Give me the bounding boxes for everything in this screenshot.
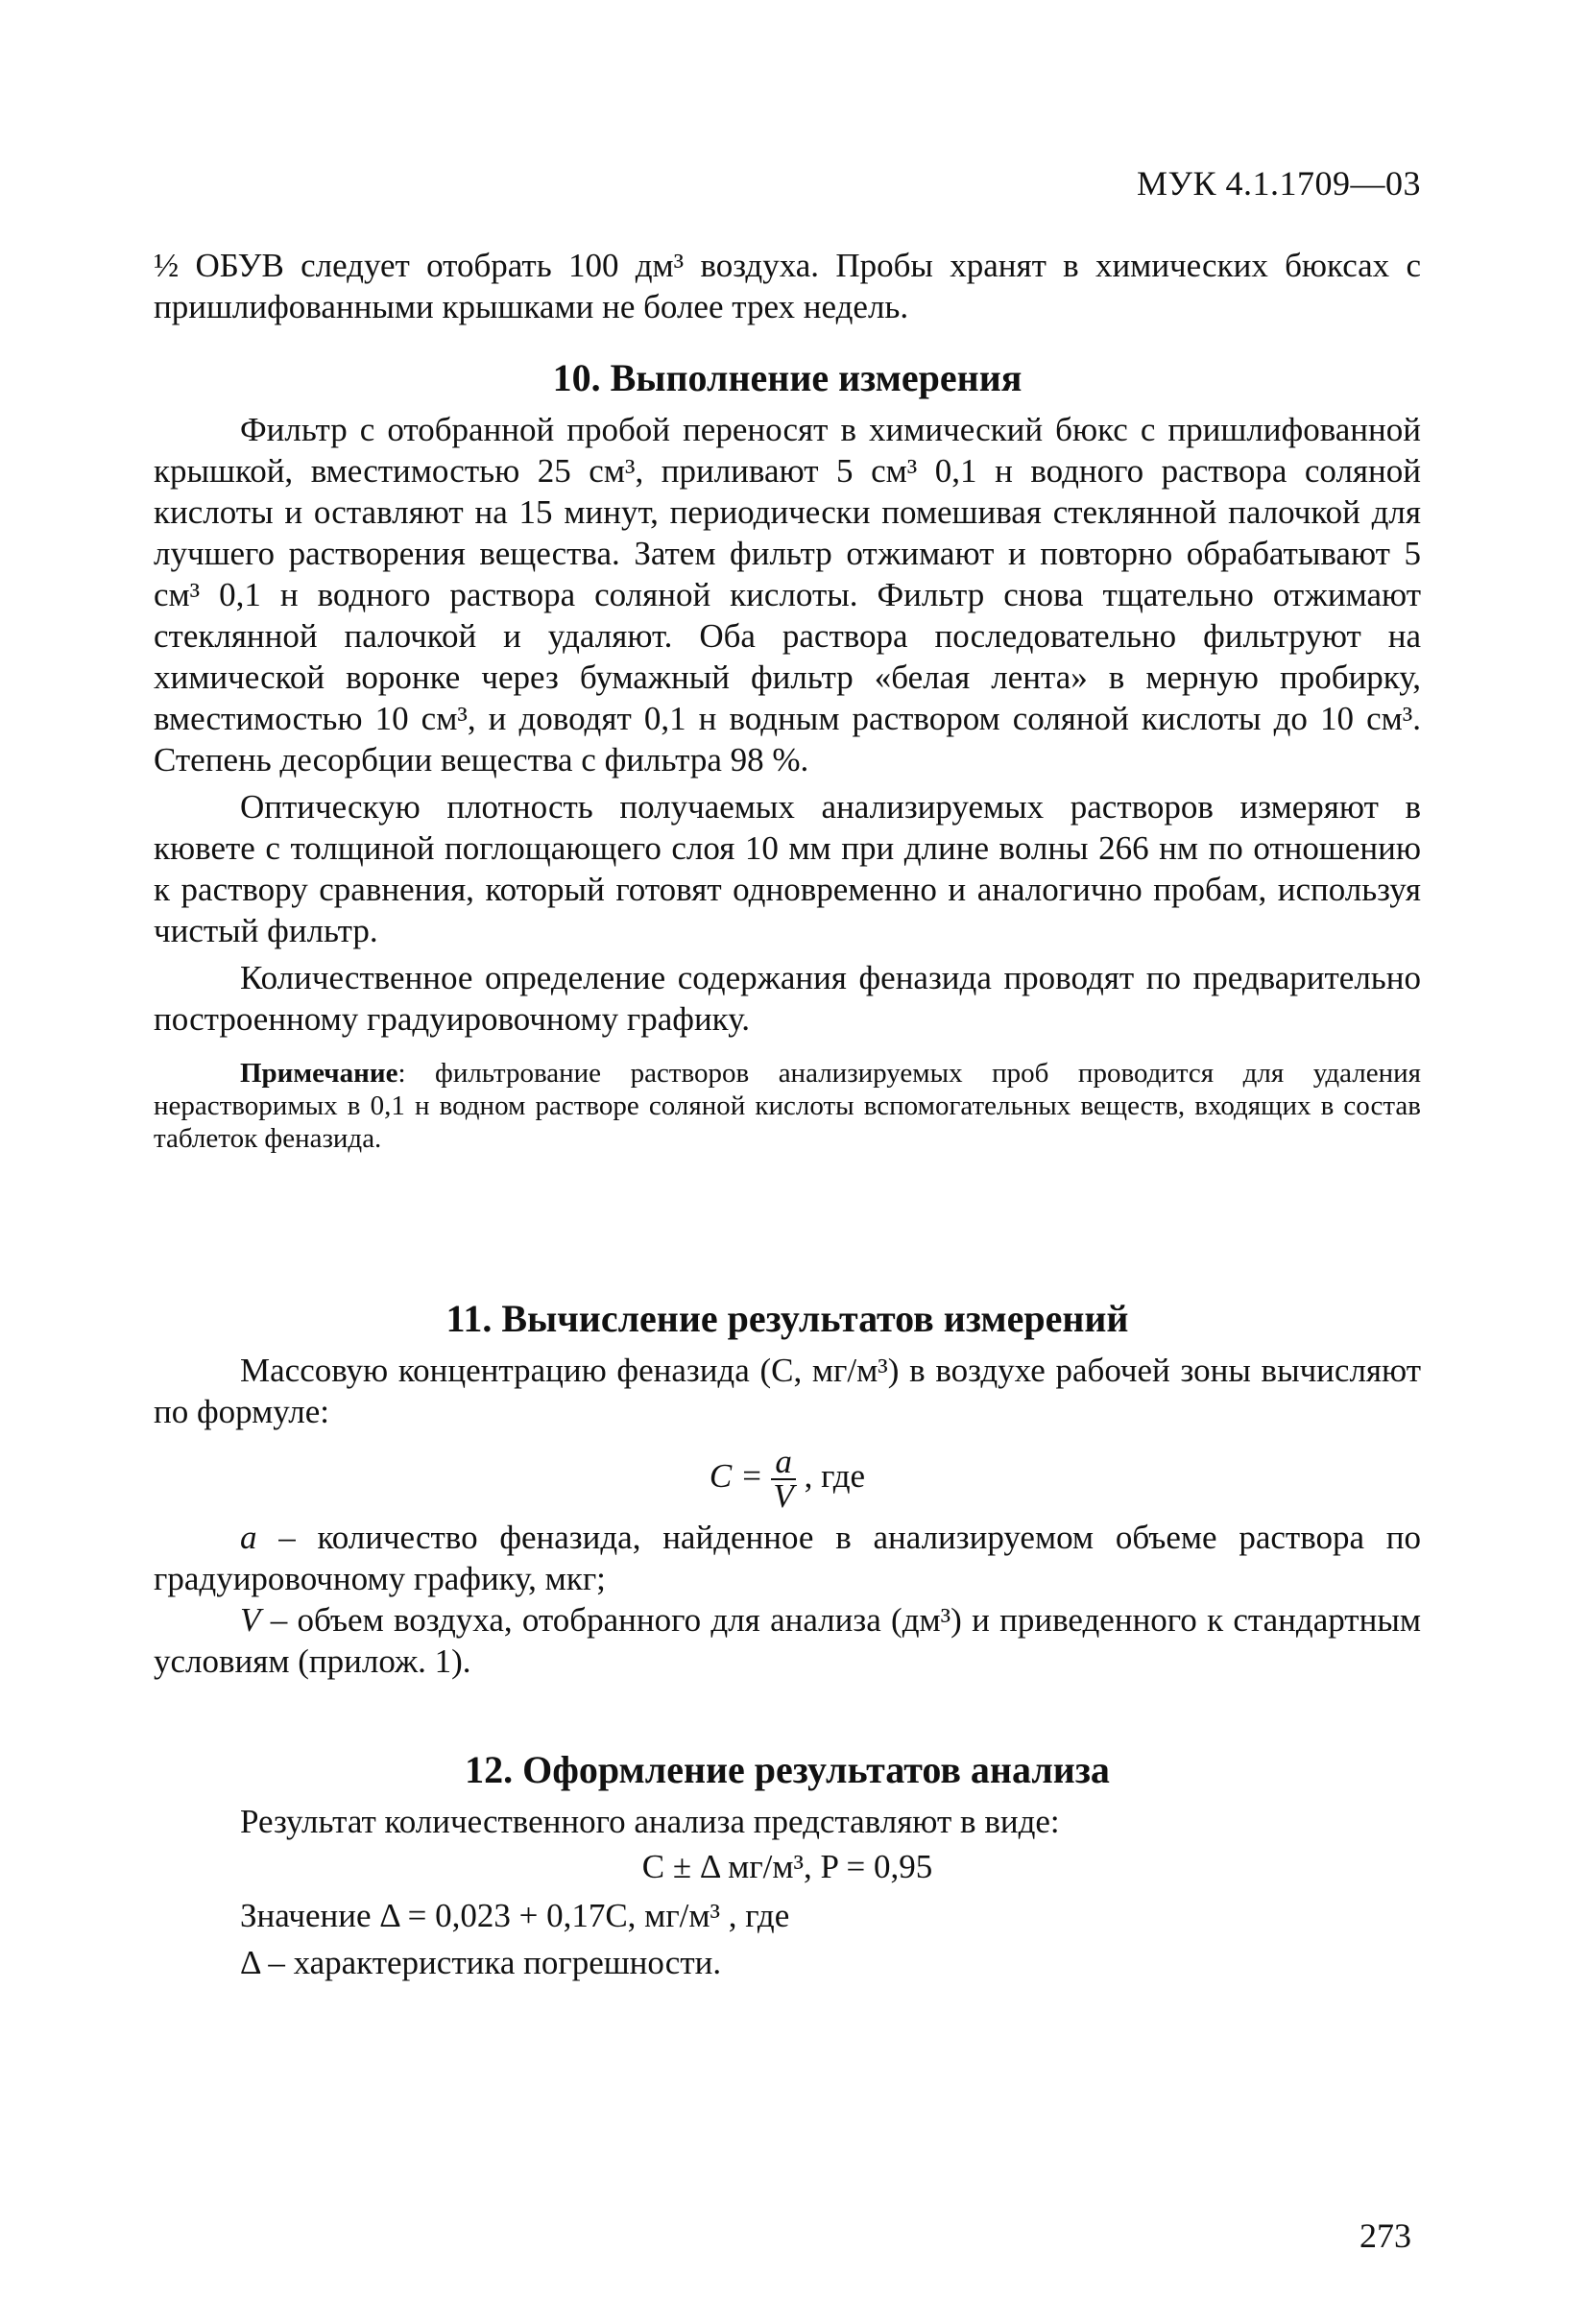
section-11-title: 11. Вычисление результатов измерений [445,1297,1129,1340]
section-10-title: 10. Выполнение измерения [552,356,1023,399]
page-number: 273 [1359,2216,1411,2255]
formula-numerator: a [771,1446,796,1480]
concentration-formula [154,1443,1421,1515]
result-formula: C ± Δ мг/м³, P = 0,95 [641,1848,933,1885]
definition-v-symbol: V [240,1601,261,1639]
section-10 [154,355,1421,1155]
intro-paragraph: ½ ОБУВ следует отобрать 100 дм³ воздуха. Пробы хранят в химических бюксах с пришлифованными крышками не более трех недель. [154,247,1421,325]
section-10-paragraph-1: Фильтр с отобранной пробой переносят в химический бюкс с пришлифованной крышкой, вместимостью 25 см³, приливают 5 см³ 0,1 н водного раствора соляной кислоты и оставляют на 15 минут, периодически помешивая стеклянной палочкой для лучшего растворения вещества. Затем фильтр отжимают и повторно обрабатывают 5 см³ 0,1 н водного раствора соляной кислоты. Фильтр снова тщательно отжимают стеклянной палочкой и удаляют. Оба раствора последовательно фильтруют на химической воронке через бумажный фильтр «белая лента» в мерную пробирку, вместимостью 10 см³, и доводят 0,1 н водным раствором соляной кислоты до 10 см³. Степень десорбции вещества с фильтра 98 %. [154,411,1421,779]
section-12 [154,1747,1421,1983]
section-10-note [154,1057,1421,1155]
definition-v [154,1599,1421,1682]
intro-block [154,245,1421,327]
section-10-paragraph-2: Оптическую плотность получаемых анализируемых растворов измеряют в кювете с толщиной поглощающего слоя 10 мм при длине волны 266 нм по отношению к раствору сравнения, который готовят одновременно и аналогично пробам, используя чистый фильтр. [154,788,1421,949]
section-12-paragraph-3: Δ – характеристика погрешности. [240,1944,722,1981]
formula-lhs: C = [709,1457,763,1496]
formula-fraction [771,1443,796,1515]
section-11 [154,1296,1421,1682]
formula-denominator: V [773,1477,794,1515]
section-12-title: 12. Оформление результатов анализа [465,1748,1110,1791]
section-10-paragraph-3: Количественное определение содержания феназида проводят по предварительно построенному градуировочному графику. [154,959,1421,1038]
note-text: : фильтрование растворов анализируемых проб проводится для удаления нерастворимых в 0,1 н водном растворе соляной кислоты вспомогательных веществ, входящих в состав таблеток феназида. [154,1058,1421,1154]
definition-v-text: – объем воздуха, отобранного для анализа (дм³) и приведенного к стандартным условиям (прилож. 1). [154,1601,1421,1680]
definition-a-text: – количество феназида, найденное в анализируемом объеме раствора по градуировочному графику, мкг; [154,1519,1421,1597]
section-12-paragraph-1: Результат количественного анализа представляют в виде: [240,1803,1060,1840]
section-11-paragraph-1: Массовую концентрацию феназида (С, мг/м³) в воздухе рабочей зоны вычисляют по формуле: [154,1352,1421,1430]
definition-a-symbol: a [240,1519,257,1556]
document-code: МУК 4.1.1709—03 [1136,164,1421,203]
formula-tail: , где [804,1457,866,1496]
note-label: Примечание [240,1058,398,1089]
definition-a [154,1517,1421,1599]
section-12-paragraph-2: Значение Δ = 0,023 + 0,17C, мг/м³ , где [240,1897,790,1934]
document-page [154,144,1421,2256]
